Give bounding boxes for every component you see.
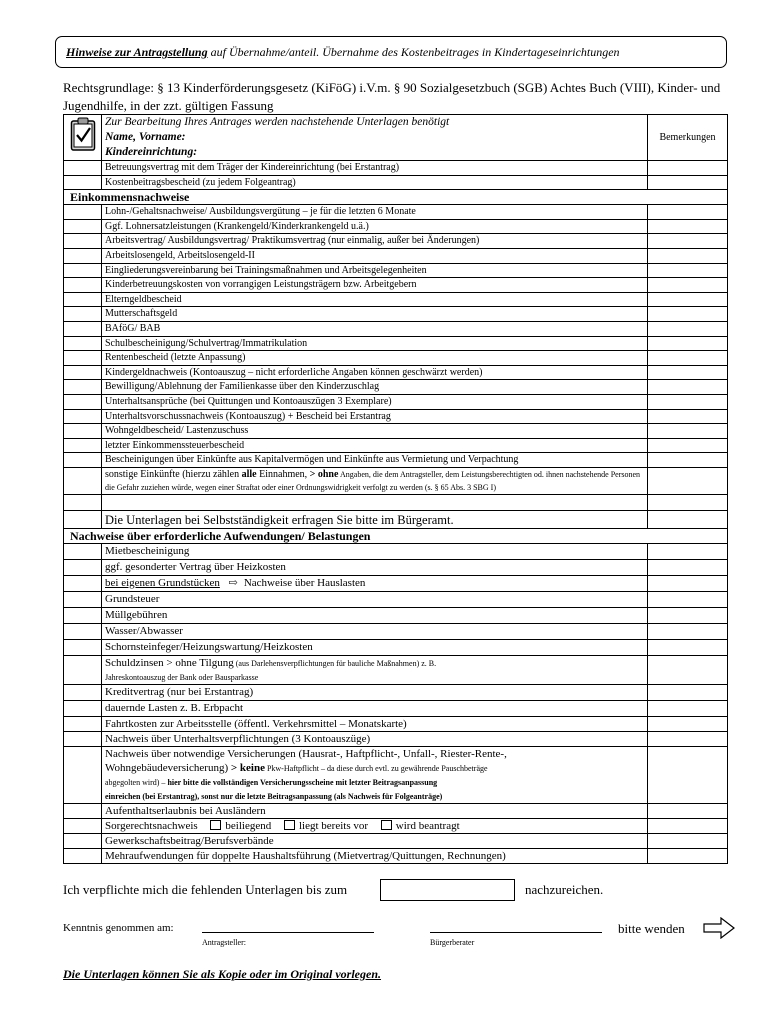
remark-cell[interactable] [648,467,728,494]
empty-row [102,494,648,510]
doc-item: ggf. gesonderter Vertrag über Heizkosten [102,559,648,575]
remark-cell[interactable] [648,175,728,190]
header-intro: Zur Bearbeitung Ihres Antrages werden nachstehende Unterlagen benötigt [105,116,450,128]
remark-cell[interactable] [648,438,728,453]
remark-cell[interactable] [648,575,728,591]
property-item: bei eigenen Grundstücken ⇨ Nachweise über Hauslasten [102,575,648,591]
doc-item: Unterhaltsansprüche (bei Quittungen und Kontoauszügen 3 Exemplare) [102,394,648,409]
remark-cell[interactable] [648,234,728,249]
interest-item: Schuldzinsen > ohne Tilgung (aus Darlehensverpflichtungen für bauliche Maßnahmen) z. B. Jahreskontoauszug der Bank oder Bausparkasse [102,655,648,684]
commitment-text-end: nachzureichen. [525,882,604,897]
remark-cell[interactable] [648,424,728,439]
doc-item: Schornsteinfeger/Heizungswartung/Heizkosten [102,639,648,655]
remark-cell[interactable] [648,607,728,623]
remark-cell[interactable] [648,161,728,176]
remark-cell[interactable] [648,848,728,863]
remark-cell[interactable] [648,365,728,380]
remark-cell[interactable] [648,292,728,307]
doc-item: Bewilligung/Ablehnung der Familienkasse über den Kinderzuschlag [102,380,648,395]
remark-cell[interactable] [648,278,728,293]
insurance-item: Nachweis über notwendige Versicherungen (Hausrat-, Haftpflicht-, Unfall-, Riester-Rente-, Wohngebäudeversicherung) > keine Pkw-Haftpflicht – da diese durch evtl. zu gewährende Pauschbeträge abgegolten wird) – hier bitte die vollständigen Versicherungsscheine mit letzter Beitragsanpassung einreichen (bei Erstantrag), sonst nur die letzte Beitragsanpassung (als Nachweis für Folgeanträge) [102,746,648,803]
remark-cell[interactable] [648,321,728,336]
doc-item: Wohngeldbescheid/ Lastenzuschuss [102,424,648,439]
doc-item: letzter Einkommenssteuerbescheid [102,438,648,453]
remark-cell[interactable] [648,639,728,655]
custody-item: Sorgerechtsnachweis beiliegend liegt bereits vor wird beantragt [102,818,648,833]
legal-basis: Rechtsgrundlage: § 13 Kinderförderungsgesetz (KiFöG) i.V.m. § 90 Sozialgesetzbuch (SGB) Achtes Buch (VIII), Kinder- und Jugendhilfe, in der zzt. gültigen Fassung [63,80,721,113]
doc-item: Bescheinigungen über Einkünfte aus Kapitalvermögen und Einkünfte aus Vermietung und Verpachtung [102,453,648,468]
remark-cell[interactable] [648,700,728,716]
doc-item: Betreuungsvertrag mit dem Träger der Kindereinrichtung (bei Erstantrag) [102,161,648,176]
title-rest: auf Übernahme/anteil. Übernahme des Kostenbeitrages in Kindertageseinrichtungen [207,45,620,59]
checkbox-already-present[interactable] [284,820,295,830]
doc-item: Kreditvertrag (nur bei Erstantrag) [102,684,648,700]
name-label: Name, Vorname: [105,131,186,143]
deadline-date-field[interactable] [380,879,515,901]
doc-item: Müllgebühren [102,607,648,623]
remark-cell[interactable] [648,380,728,395]
doc-item: Rentenbescheid (letzte Anpassung) [102,351,648,366]
remark-cell[interactable] [648,494,728,510]
doc-item: Fahrtkosten zur Arbeitsstelle (öffentl. Verkehrsmittel – Monatskarte) [102,716,648,731]
applicant-label: Antragsteller: [202,938,246,947]
doc-item: Aufenthaltserlaubnis bei Ausländern [102,803,648,818]
remark-cell[interactable] [648,510,728,528]
doc-item: BAföG/ BAB [102,321,648,336]
remark-cell[interactable] [648,716,728,731]
doc-item: Mehraufwendungen für doppelte Haushaltsführung (Mietvertrag/Quittungen, Rechnungen) [102,848,648,863]
officer-label: Bürgerberater [430,938,475,947]
remark-cell[interactable] [648,818,728,833]
right-arrow-icon [703,917,735,939]
doc-item: Mietbescheinigung [102,543,648,559]
remark-cell[interactable] [648,591,728,607]
remark-cell[interactable] [648,409,728,424]
doc-item: Unterhaltsvorschussnachweis (Kontoauszug) + Bescheid bei Erstantrag [102,409,648,424]
facility-label: Kindereinrichtung: [105,146,198,158]
doc-item: Kinderbetreuungskosten von vorrangigen Leistungsträgern bzw. Arbeitgebern [102,278,648,293]
remark-cell[interactable] [648,336,728,351]
expenses-heading: Nachweise über erforderliche Aufwendungen/ Belastungen [64,528,728,543]
remark-cell[interactable] [648,543,728,559]
closing-note: Die Unterlagen können Sie als Kopie oder im Original vorlegen. [63,967,382,981]
remark-cell[interactable] [648,684,728,700]
doc-item: Gewerkschaftsbeitrag/Berufsverbände [102,833,648,848]
doc-item: Grundsteuer [102,591,648,607]
officer-signature-line[interactable] [430,932,602,933]
remark-cell[interactable] [648,307,728,322]
doc-item: Wasser/Abwasser [102,623,648,639]
self-employed-note: Die Unterlagen bei Selbstständigkeit erfragen Sie bitte im Bürgeramt. [102,510,648,528]
remark-cell[interactable] [648,559,728,575]
title-bold: Hinweise zur Antragstellung [66,45,208,59]
title-box [55,36,727,68]
doc-item: Schulbescheinigung/Schulvertrag/Immatrikulation [102,336,648,351]
remark-cell[interactable] [648,263,728,278]
other-income-item: sonstige Einkünfte (hierzu zählen alle Einnahmen, > ohne Angaben, die dem Antragsteller, dem Leistungsberechtigten od. ihnen nachstehende Personen die Gefahr zuziehen würde, wegen einer Straftat oder einer Ordnungswidrigkeit verfolgt zu werden (s. § 65 Abs. 3 SBG I) [102,467,648,494]
remark-cell[interactable] [648,655,728,684]
clipboard-check-icon [70,117,96,151]
right-arrow-icon: ⇨ [228,576,238,589]
applicant-signature-line[interactable] [202,932,374,933]
doc-item: Nachweis über Unterhaltsverpflichtungen (3 Kontoauszüge) [102,731,648,746]
remark-cell[interactable] [648,731,728,746]
doc-item: Elterngeldbescheid [102,292,648,307]
remark-cell[interactable] [648,746,728,803]
remark-cell[interactable] [648,453,728,468]
doc-item: Kindergeldnachweis (Kontoauszug – nicht erforderliche Angaben können geschwärzt werden) [102,365,648,380]
turn-over-text: bitte wenden [618,921,685,936]
documents-table [63,114,728,864]
doc-item: dauernde Lasten z. B. Erbpacht [102,700,648,716]
remark-cell[interactable] [648,394,728,409]
remark-cell[interactable] [648,623,728,639]
doc-item: Ggf. Lohnersatzleistungen (Krankengeld/Kinderkrankengeld u.ä.) [102,219,648,234]
checkbox-being-applied[interactable] [381,820,392,830]
remark-cell[interactable] [648,205,728,220]
remark-cell[interactable] [648,351,728,366]
doc-item: Mutterschaftsgeld [102,307,648,322]
remark-cell[interactable] [648,833,728,848]
remark-cell[interactable] [648,803,728,818]
checkbox-enclosed[interactable] [210,820,221,830]
doc-item: Eingliederungsvereinbarung bei Trainingsmaßnahmen und Arbeitsgelegenheiten [102,263,648,278]
acknowledged-label: Kenntnis genommen am: [63,922,174,934]
doc-item: Lohn-/Gehaltsnachweise/ Ausbildungsvergütung – je für die letzten 6 Monate [102,205,648,220]
remarks-header: Bemerkungen [648,115,728,161]
header-icon-cell [64,115,102,161]
header-text-cell [102,115,648,161]
doc-item: Arbeitslosengeld, Arbeitslosengeld-II [102,248,648,263]
remark-cell[interactable] [648,219,728,234]
doc-item: Arbeitsvertrag/ Ausbildungsvertrag/ Praktikumsvertrag (nur einmalig, außer bei Änderungen) [102,234,648,249]
doc-item: Kostenbeitragsbescheid (zu jedem Folgeantrag) [102,175,648,190]
remark-cell[interactable] [648,248,728,263]
income-heading: Einkommensnachweise [64,190,728,205]
commitment-text: Ich verpflichte mich die fehlenden Unterlagen bis zum [63,882,348,897]
